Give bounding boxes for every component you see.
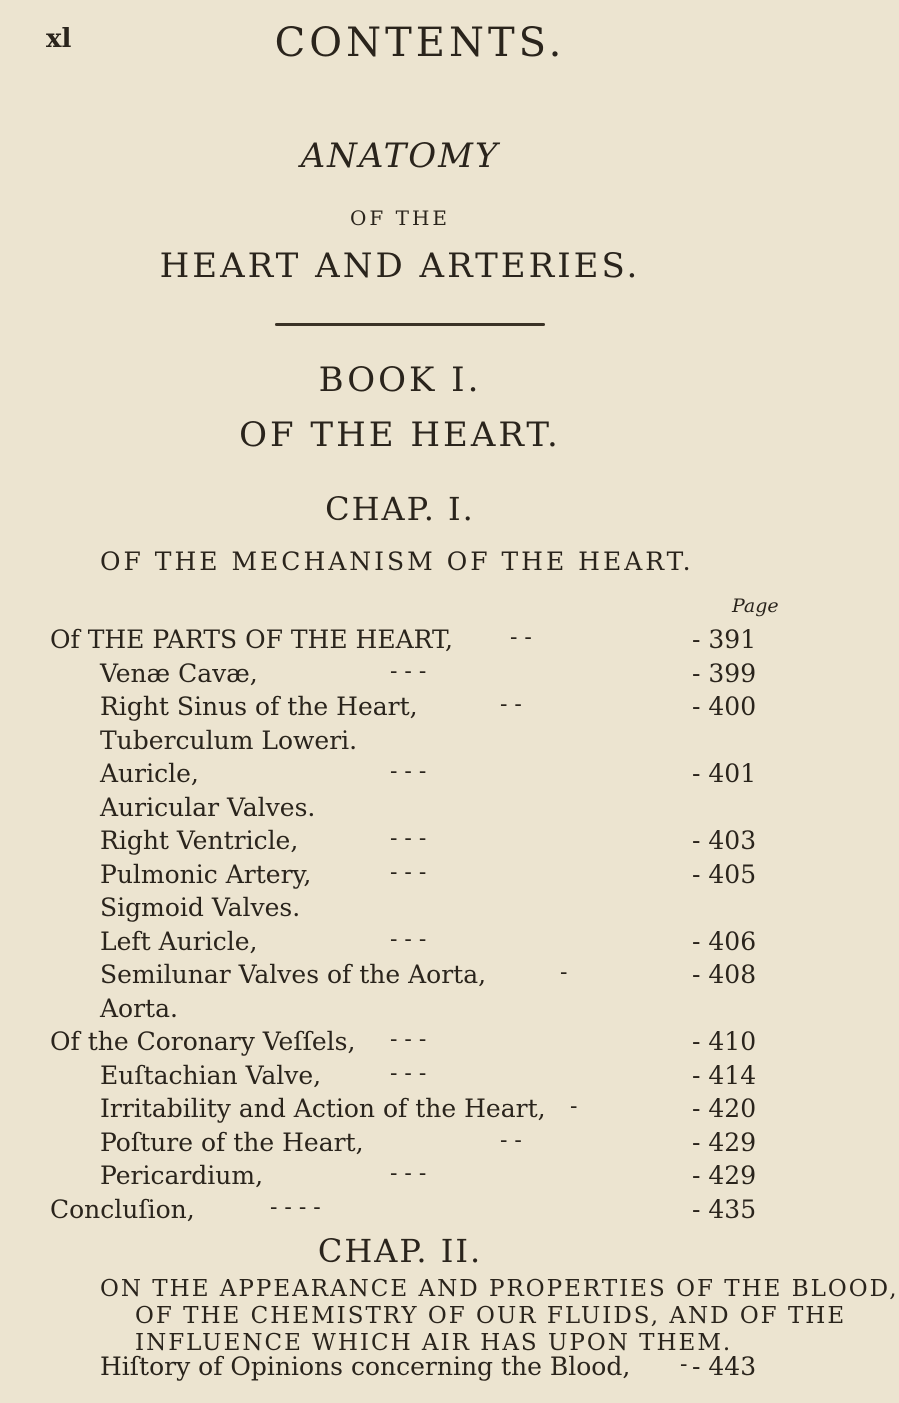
title-line-2: OF THE [349, 206, 450, 230]
entry-leader-dashes: - - [500, 692, 522, 717]
chapter-2-subtitle-line-3: INFLUENCE WHICH AIR HAS UPON THEM. [135, 1330, 733, 1356]
entry-title: Right Ventricle, [100, 826, 299, 855]
entry-page-number: - 391 [692, 625, 757, 654]
entry-page-number: - 435 [692, 1195, 757, 1224]
contents-entry [50, 1195, 700, 1235]
entry-leader-dashes: - - - - [270, 1195, 321, 1220]
entry-leader-dashes: - - [510, 625, 532, 650]
entry-page-number: - 406 [692, 927, 757, 956]
entry-leader-dashes: - - - [390, 860, 427, 885]
entry-leader-dashes: - - - [390, 1161, 427, 1186]
entry-leader-dashes: - - - [390, 759, 427, 784]
running-title: CONTENTS. [274, 20, 566, 66]
chapter-1-label: CHAP. I. [325, 490, 475, 528]
book-label: BOOK I. [318, 360, 482, 400]
entry-title: Hiſtory of Opinions concerning the Blood, [100, 1352, 631, 1381]
entry-page-number: - 408 [692, 960, 757, 989]
entry-page-number: - 405 [692, 860, 757, 889]
entry-leader-dashes: - - - [390, 826, 427, 851]
entry-page-number: - 401 [692, 759, 757, 788]
entry-page-number: - 429 [692, 1161, 757, 1190]
entry-page-number: - 403 [692, 826, 757, 855]
entry-page-number: - 399 [692, 659, 757, 688]
entry-title: Pericardium, [100, 1161, 264, 1190]
entry-title: Pulmonic Artery, [100, 860, 312, 889]
entry-title: Poſture of the Heart, [100, 1128, 364, 1157]
contents-entry [100, 1352, 700, 1392]
chapter-2-label: CHAP. II. [317, 1232, 483, 1270]
page-mark: xl [46, 24, 72, 54]
entry-title: Auricle, [100, 759, 199, 788]
ornamental-rule [275, 323, 545, 326]
entry-leader-dashes: - [680, 1352, 688, 1377]
entry-page-number: - 420 [692, 1094, 757, 1123]
entry-title: Of the Coronary Veſſels, [50, 1027, 356, 1056]
entry-title: Tuberculum Loweri. [100, 726, 358, 755]
page-column-heading: Page [732, 595, 779, 617]
entry-title: Auricular Valves. [100, 793, 316, 822]
chapter-2-subtitle-line-2: OF THE CHEMISTRY OF OUR FLUIDS, AND OF THE [135, 1303, 847, 1329]
book-subtitle: OF THE HEART. [239, 415, 561, 455]
title-line-3: HEART AND ARTERIES. [159, 246, 641, 286]
entry-leader-dashes: - - - [390, 1061, 427, 1086]
entry-leader-dashes: - - - [390, 1027, 427, 1052]
entry-title: Left Auricle, [100, 927, 258, 956]
entry-title: Of THE PARTS OF THE HEART, [50, 625, 453, 654]
entry-title: Euſtachian Valve, [100, 1061, 322, 1090]
entry-title: Venæ Cavæ, [100, 659, 258, 688]
entry-leader-dashes: - [570, 1094, 578, 1119]
chapter-1-subtitle: OF THE MECHANISM OF THE HEART. [100, 547, 694, 576]
entry-leader-dashes: - [560, 960, 568, 985]
entry-leader-dashes: - - [500, 1128, 522, 1153]
entry-title: Aorta. [100, 994, 178, 1023]
chapter-2-subtitle-line-1: ON THE APPEARANCE AND PROPERTIES OF THE BLOOD, [100, 1276, 899, 1302]
entry-title: Concluſion, [50, 1195, 195, 1224]
entry-page-number: - 429 [692, 1128, 757, 1157]
entry-title: Sigmoid Valves. [100, 893, 301, 922]
entry-title: Irritability and Action of the Heart, [100, 1094, 546, 1123]
entry-title: Right Sinus of the Heart, [100, 692, 418, 721]
entry-page-number: - 414 [692, 1061, 757, 1090]
entry-leader-dashes: - - - [390, 659, 427, 684]
entry-page-number: - 410 [692, 1027, 757, 1056]
entry-title: Semilunar Valves of the Aorta, [100, 960, 487, 989]
entry-page-number: - 400 [692, 692, 757, 721]
entry-page-number: - 443 [692, 1352, 757, 1381]
title-line-1: ANATOMY [300, 136, 500, 176]
entry-leader-dashes: - - - [390, 927, 427, 952]
